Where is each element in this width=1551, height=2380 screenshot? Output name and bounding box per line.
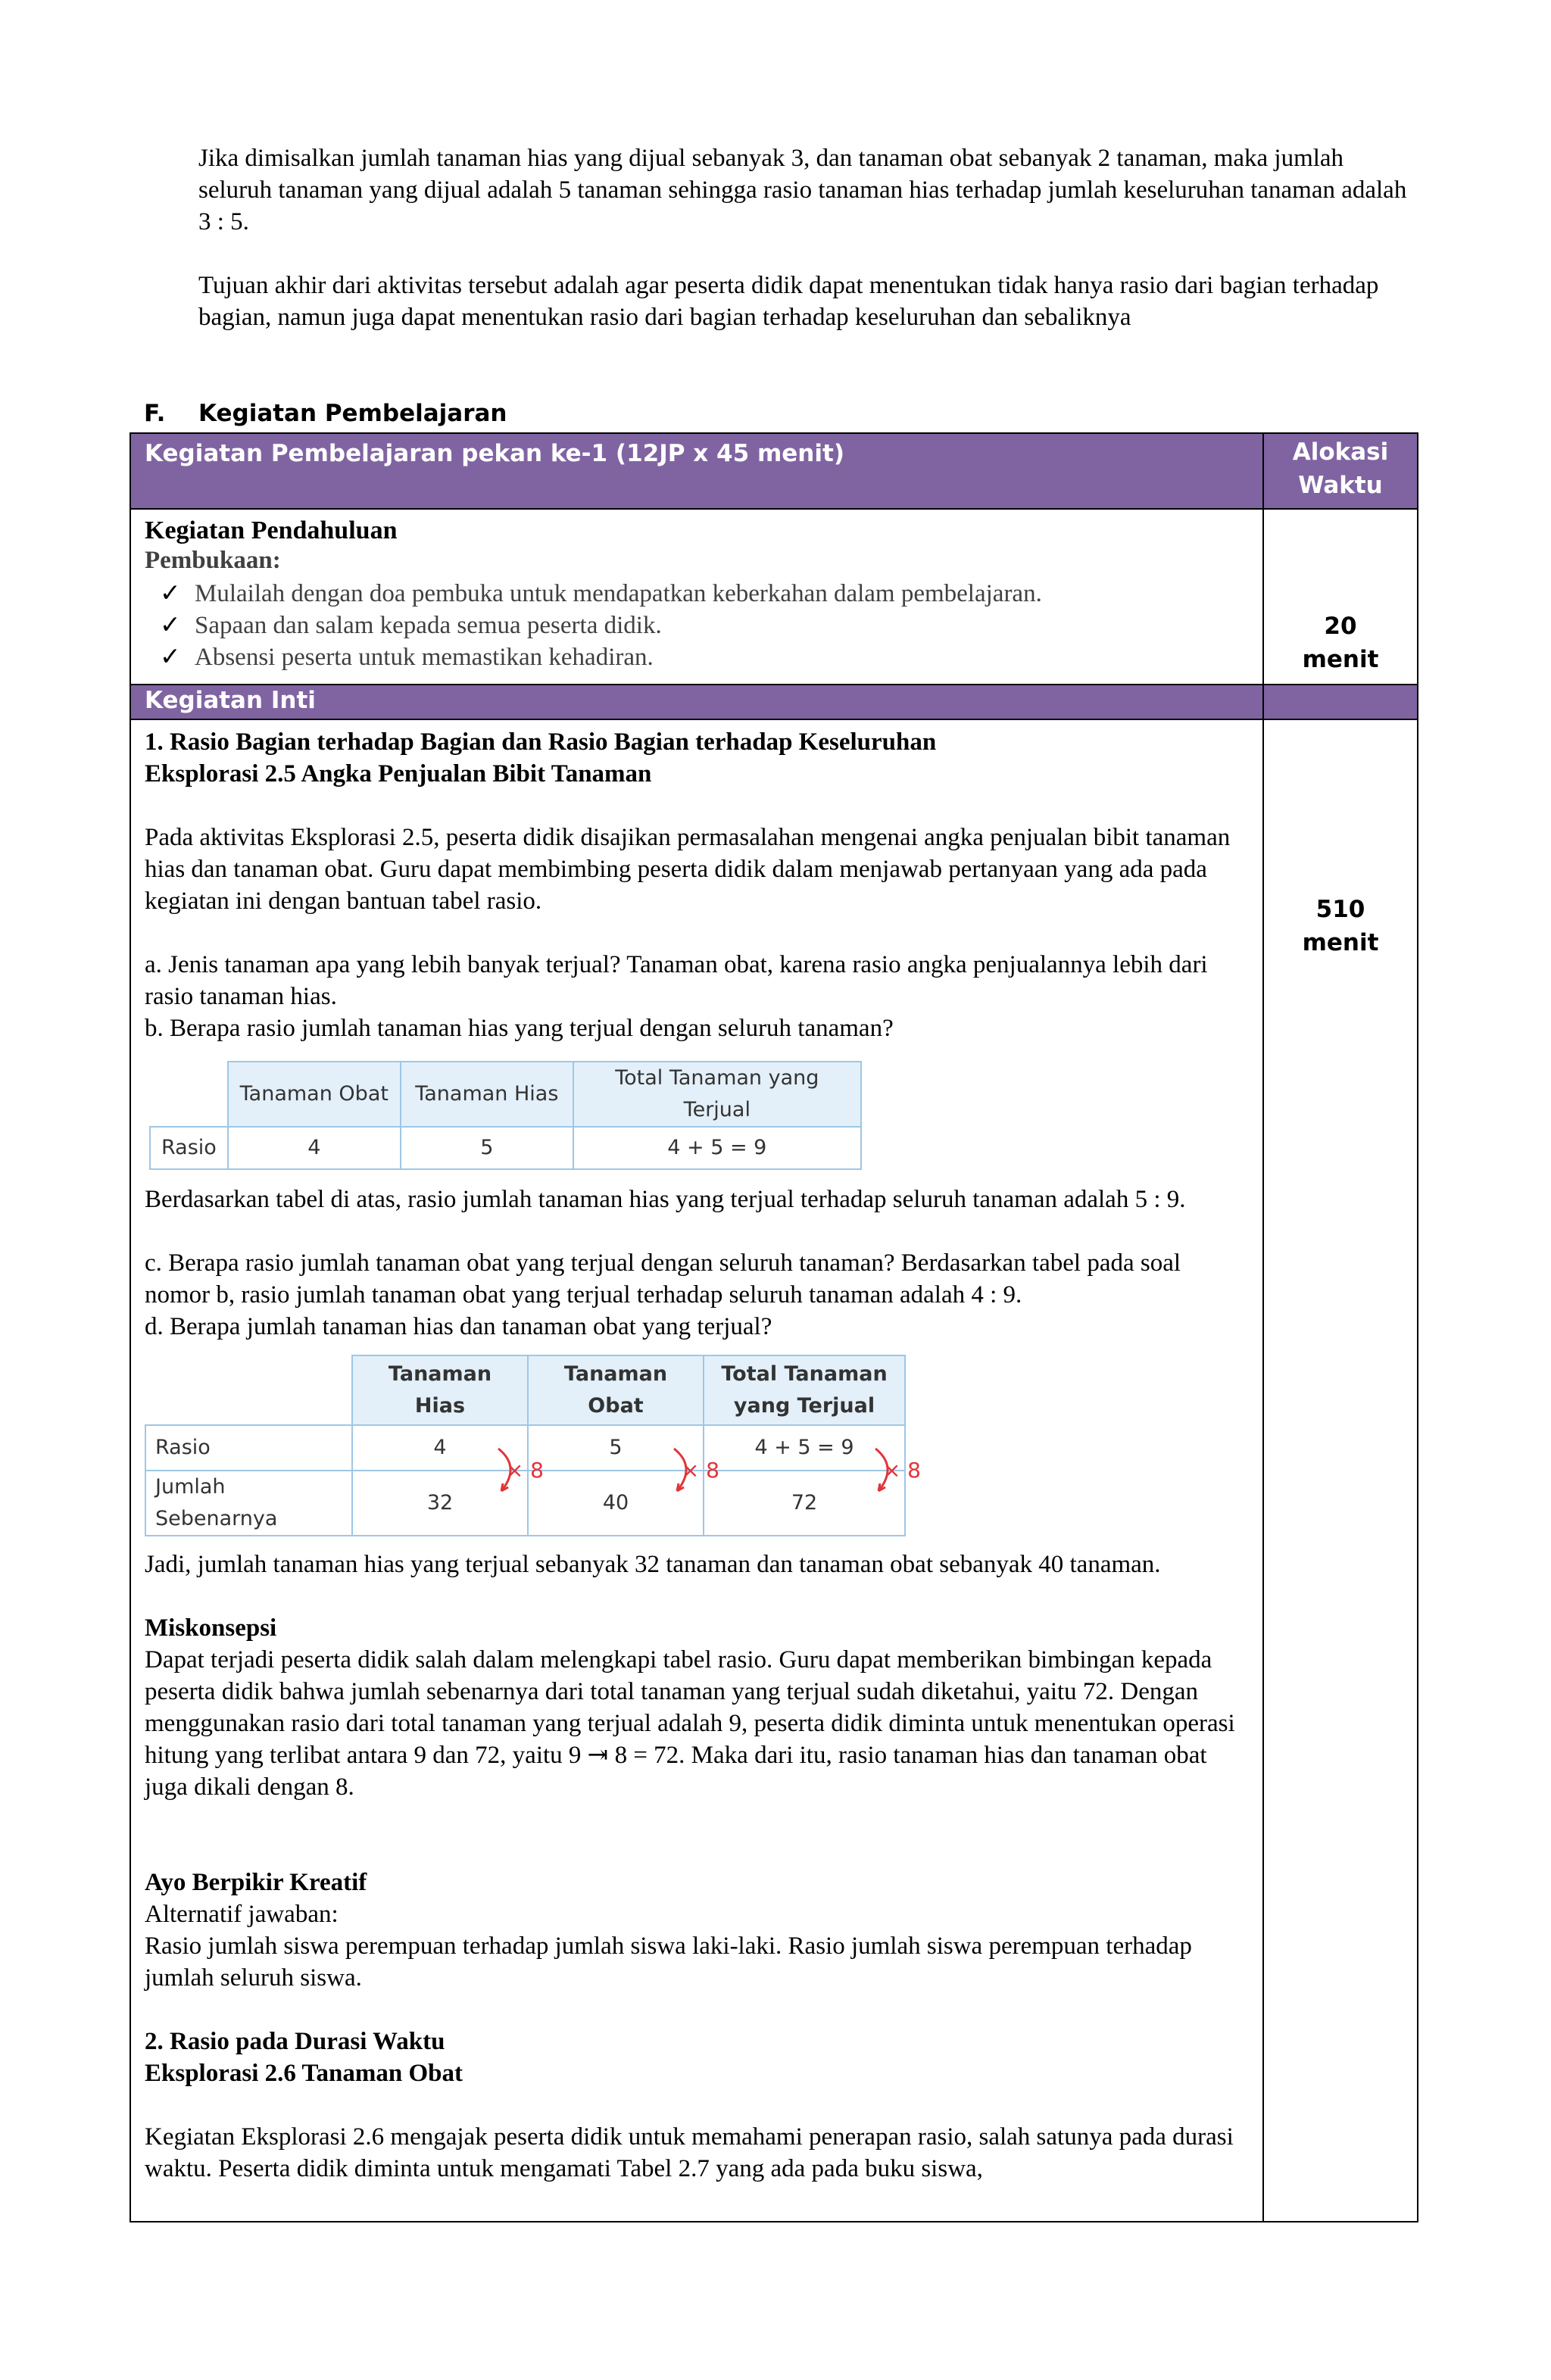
question-a: a. Jenis tanaman apa yang lebih banyak terjual? Tanaman obat, karena rasio angka penjualannya lebih dari rasio tanaman hias. [145, 951, 1208, 1010]
ayo-berpikir-body: Rasio jumlah siswa perempuan terhadap jumlah siswa laki-laki. Rasio jumlah siswa perempuan terhadap jumlah seluruh siswa. [145, 1932, 1192, 1992]
table-row-label: Rasio [150, 1127, 228, 1169]
ayo-berpikir-title: Ayo Berpikir Kreatif [145, 1869, 367, 1896]
table-header-cell: Tanaman Obat [228, 1062, 401, 1127]
ratio-table-1 [149, 1061, 862, 1170]
checklist-item [160, 578, 1249, 610]
intro-paragraph-1: Jika dimisalkan jumlah tanaman hias yang dijual sebanyak 3, dan tanaman obat sebanyak 2 tanaman, maka jumlah seluruh tanaman yang dijual adalah 5 tanaman sehingga rasio tanaman hias terhadap jumlah keseluruhan tanaman adalah 3 : 5. [198, 145, 1407, 236]
exploration-heading: Eksplorasi 2.5 Angka Penjualan Bibit Tanaman [145, 760, 652, 788]
checkmark-icon: ✓ [160, 644, 181, 671]
cell-value: 4 + 5 = 9 [754, 1436, 854, 1459]
checklist-item [160, 610, 1249, 641]
checkmark-icon: ✓ [160, 580, 181, 607]
pendahuluan-subtitle: Pembukaan: [145, 547, 281, 574]
question-b: b. Berapa rasio jumlah tanaman hias yang terjual dengan seluruh tanaman? [145, 1015, 894, 1042]
cell-value: 4 [433, 1436, 447, 1459]
header-line: Obat [588, 1394, 644, 1418]
kegiatan-inti-header [130, 685, 1263, 719]
section-number: F. [144, 400, 166, 427]
checkmark-icon: ✓ [160, 612, 181, 639]
header-line: Tanaman [388, 1362, 492, 1386]
alloc-unit: menit [1302, 646, 1379, 673]
exploration-heading: Eksplorasi 2.6 Tanaman Obat [145, 2060, 463, 2087]
table-corner [145, 1355, 352, 1425]
checklist-item-text: Mulailah dengan doa pembuka untuk mendapatkan keberkahan dalam pembelajaran. [195, 580, 1042, 607]
paragraph: Berdasarkan tabel di atas, rasio jumlah tanaman hias yang terjual terhadap seluruh tanaman adalah 5 : 9. [145, 1186, 1186, 1213]
opening-checklist [145, 578, 1249, 673]
header-line: Hias [414, 1394, 466, 1418]
pendahuluan-allocation [1263, 509, 1418, 685]
alloc-unit: menit [1302, 929, 1379, 956]
kegiatan-inti-label: Kegiatan Inti [145, 687, 316, 714]
header-line: Tanaman [563, 1362, 668, 1386]
table-header-cell: Tanaman Hias [401, 1062, 573, 1127]
question-d: d. Berapa jumlah tanaman hias dan tanaman obat yang terjual? [145, 1313, 772, 1340]
table-header-cell: Total Tanaman yang Terjual [573, 1062, 861, 1127]
pendahuluan-title: Kegiatan Pendahuluan [145, 516, 398, 544]
header-line: Total Tanaman [721, 1362, 888, 1386]
header-line: yang Terjual [733, 1394, 875, 1418]
cell-value: 5 [609, 1436, 623, 1459]
alloc-value: 20 [1324, 613, 1357, 640]
table-cell [704, 1458, 921, 1536]
checklist-item [160, 641, 1249, 673]
pendahuluan-cell [130, 509, 1263, 685]
subsection-heading: 1. Rasio Bagian terhadap Bagian dan Rasio Bagian terhadap Keseluruhan [145, 728, 937, 756]
kegiatan-inti-allocation [1263, 719, 1418, 2222]
subsection-heading: 2. Rasio pada Durasi Waktu [145, 2028, 445, 2055]
question-c: c. Berapa rasio jumlah tanaman obat yang terjual dengan seluruh tanaman? Berdasarkan tabel pada soal nomor b, rasio jumlah tanaman obat yang terjual terhadap seluruh tanaman adalah 4 : 9. [145, 1249, 1181, 1309]
table-header-cell [528, 1355, 704, 1425]
cell-value: 32 [426, 1491, 454, 1514]
table-header-allocation [1263, 433, 1418, 509]
table-header-cell [704, 1355, 905, 1425]
multiplier-label: × 8 [882, 1458, 921, 1483]
paragraph: Kegiatan Eksplorasi 2.6 mengajak peserta didik untuk memahami penerapan rasio, salah satunya pada durasi waktu. Peserta didik diminta untuk mengamati Tabel 2.7 yang ada pada buku siswa, [145, 2123, 1234, 2182]
intro-text [198, 142, 1410, 365]
table-row-label: Rasio [145, 1425, 352, 1471]
table-header-activity-label: Kegiatan Pembelajaran pekan ke-1 (12JP x 45 menit) [145, 440, 844, 467]
section-heading [144, 400, 507, 427]
table-cell: 4 [228, 1127, 401, 1169]
table-header-activity [130, 433, 1263, 509]
table-row-label: Jumlah Sebenarnya [145, 1471, 352, 1536]
cell-value: 72 [791, 1491, 818, 1514]
section-title: Kegiatan Pembelajaran [198, 400, 507, 427]
miskonsepsi-body: Dapat terjadi peserta didik salah dalam melengkapi tabel rasio. Guru dapat memberikan bimbingan kepada peserta didik bahwa jumlah sebenarnya dari total tanaman yang terjual sudah diketahui, yaitu 72. Dengan menggunakan rasio dari total tanaman yang terjual adalah 9, peserta didik diminta untuk menentukan operasi hitung yang terlibat antara 9 dan 72, yaitu 9 ⇥ 8 = 72. Maka dari itu, rasio tanaman hias dan tanaman obat juga dikali dengan 8. [145, 1646, 1235, 1801]
paragraph: Jadi, jumlah tanaman hias yang terjual sebanyak 32 tanaman dan tanaman obat sebanyak 40 tanaman. [145, 1551, 1161, 1578]
intro-paragraph-2: Tujuan akhir dari aktivitas tersebut adalah agar peserta didik dapat menentukan tidak hanya rasio dari bagian terhadap bagian, namun juga dapat menentukan rasio dari bagian terhadap keseluruhan dan sebaliknya [198, 272, 1379, 331]
multiplier-label: × 8 [505, 1458, 544, 1483]
alloc-value: 510 [1315, 896, 1365, 923]
table-corner [150, 1062, 228, 1127]
kegiatan-inti-header-right [1263, 685, 1418, 719]
header-alloc-line2: Waktu [1298, 472, 1383, 499]
checklist-item-text: Absensi peserta untuk memastikan kehadiran. [195, 644, 654, 671]
learning-activities-table [130, 432, 1418, 2222]
table-cell: 4 + 5 = 9 [573, 1127, 861, 1169]
header-alloc-line1: Alokasi [1292, 438, 1389, 466]
kegiatan-inti-content [130, 719, 1263, 2222]
table-cell [528, 1458, 719, 1536]
ayo-berpikir-subtitle: Alternatif jawaban: [145, 1901, 339, 1928]
checklist-item-text: Sapaan dan salam kepada semua peserta didik. [195, 612, 662, 639]
paragraph: Pada aktivitas Eksplorasi 2.5, peserta didik disajikan permasalahan mengenai angka penjualan bibit tanaman hias dan tanaman obat. Guru dapat membimbing peserta didik dalam menjawab pertanyaan yang ada pada kegiatan ini dengan bantuan tabel rasio. [145, 824, 1231, 915]
table-header-cell [352, 1355, 528, 1425]
miskonsepsi-title: Miskonsepsi [145, 1614, 277, 1642]
cell-value: 40 [602, 1491, 629, 1514]
table-cell [352, 1458, 544, 1536]
multiplier-label: × 8 [681, 1458, 719, 1483]
ratio-table-2 [145, 1355, 921, 1536]
table-cell: 5 [401, 1127, 573, 1169]
